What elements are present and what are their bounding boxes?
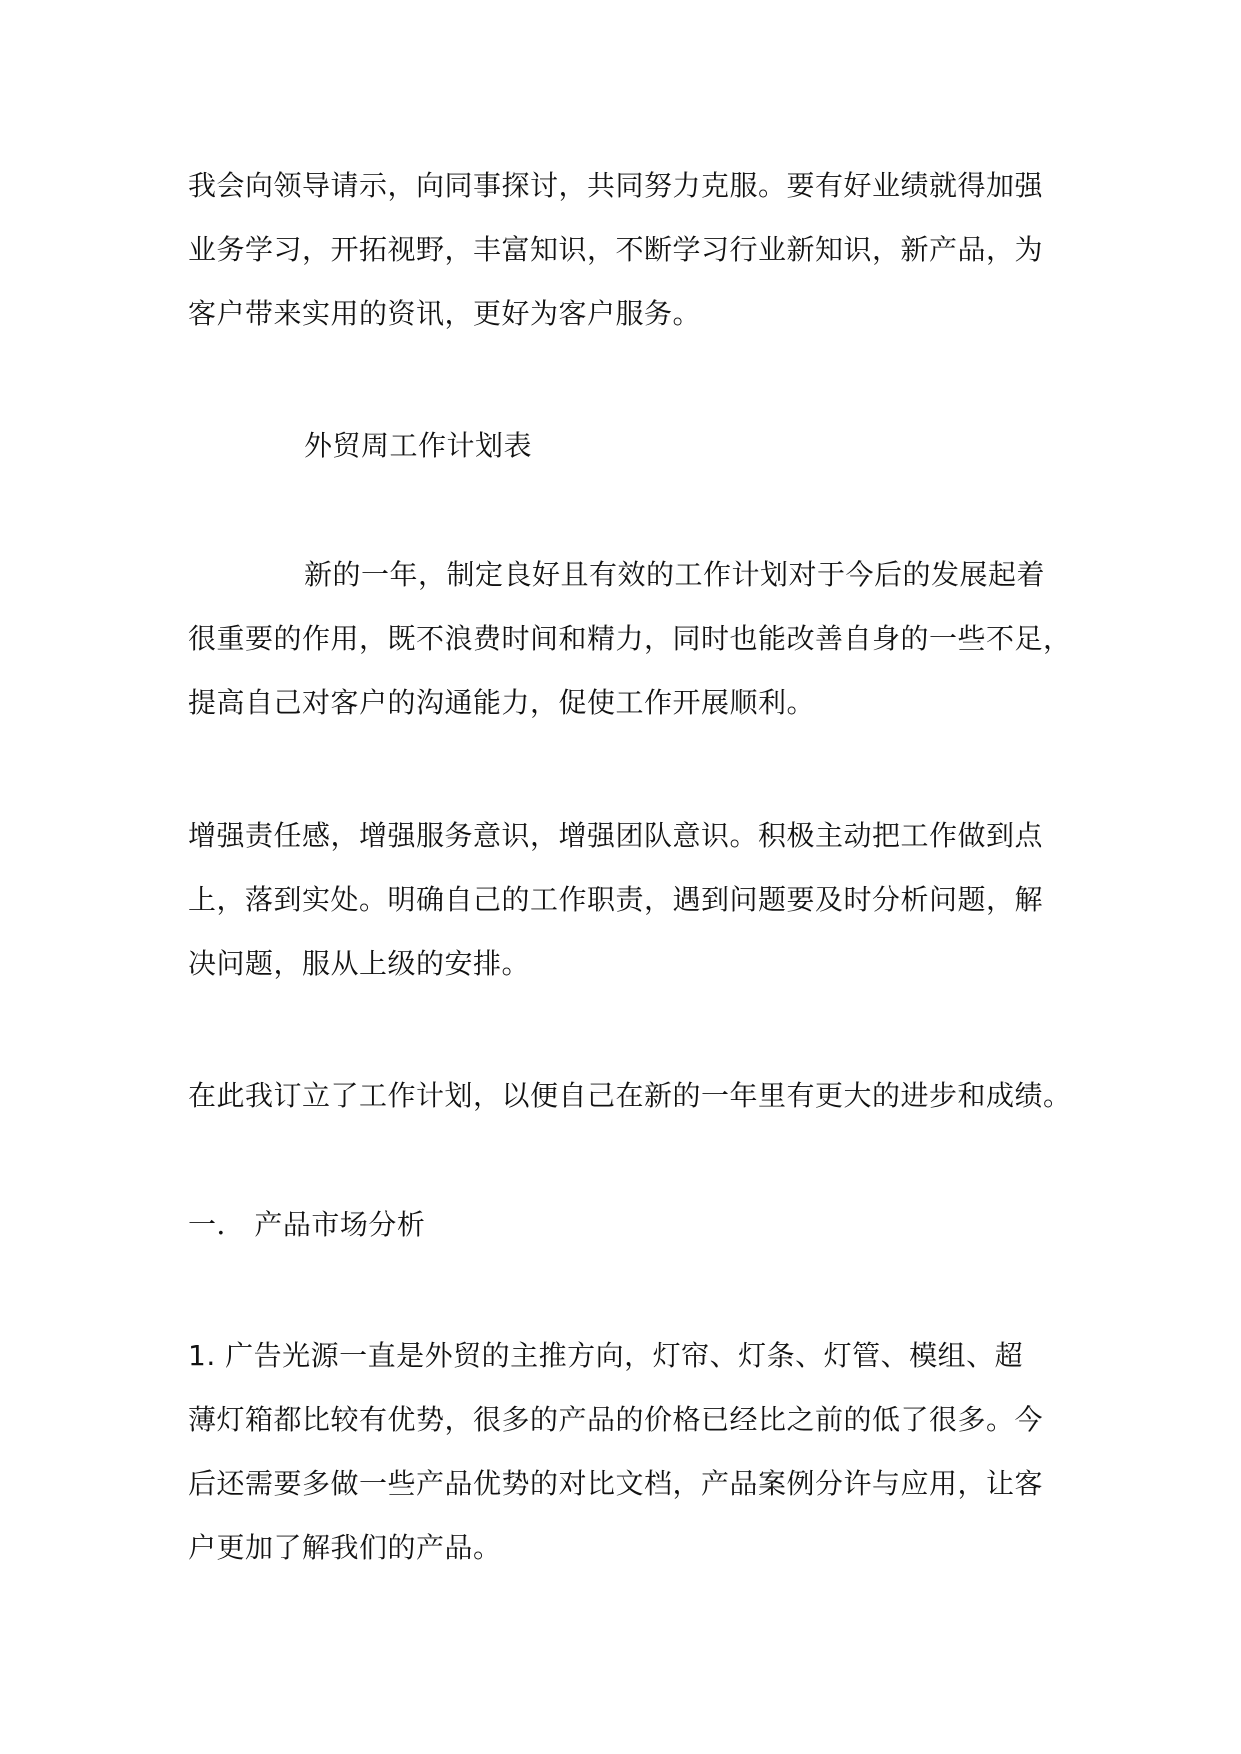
text-line: 上，落到实处。明确自己的工作职责，遇到问题要及时分析问题，解 xyxy=(188,883,1044,916)
list-item-advertising-lights xyxy=(188,1324,1058,1580)
heading-text: 外贸周工作计划表 xyxy=(304,429,533,462)
text-line: 增强责任感，增强服务意识，增强团队意识。积极主动把工作做到点 xyxy=(188,819,1044,852)
paragraph-new-year xyxy=(188,543,1072,735)
paragraph-requests xyxy=(188,154,1058,346)
text-line: 业务学习，开拓视野，丰富知识，不断学习行业新知识，新产品，为 xyxy=(188,233,1044,266)
paragraph-plan xyxy=(188,1064,1072,1128)
text-line: 提高自己对客户的沟通能力，促使工作开展顺利。 xyxy=(188,686,816,719)
text-line: 薄灯箱都比较有优势，很多的产品的价格已经比之前的低了很多。今 xyxy=(188,1403,1044,1436)
text-line: 客户带来实用的资讯，更好为客户服务。 xyxy=(188,297,702,330)
text-line: 后还需要多做一些产品优势的对比文档，产品案例分许与应用，让客 xyxy=(188,1467,1044,1500)
section-title: 一． 产品市场分析 xyxy=(188,1208,426,1241)
text-line: 很重要的作用，既不浪费时间和精力，同时也能改善自身的一些不足， xyxy=(188,622,1072,655)
document-heading xyxy=(188,414,1058,478)
text-line: 在此我订立了工作计划，以便自己在新的一年里有更大的进步和成绩。 xyxy=(188,1079,1072,1112)
text-line: 决问题，服从上级的安排。 xyxy=(188,947,531,980)
text-line: 新的一年，制定良好且有效的工作计划对于今后的发展起着 xyxy=(304,558,1046,591)
text-line: 我会向领导请示，向同事探讨，共同努力克服。要有好业绩就得加强 xyxy=(188,169,1044,202)
text-line: 户更加了解我们的产品。 xyxy=(188,1531,502,1564)
text-line: 1. 广告光源一直是外贸的主推方向，灯帘、灯条、灯管、模组、超 xyxy=(188,1339,1024,1372)
section-heading-market-analysis xyxy=(188,1193,1058,1257)
paragraph-responsibility xyxy=(188,804,1058,996)
